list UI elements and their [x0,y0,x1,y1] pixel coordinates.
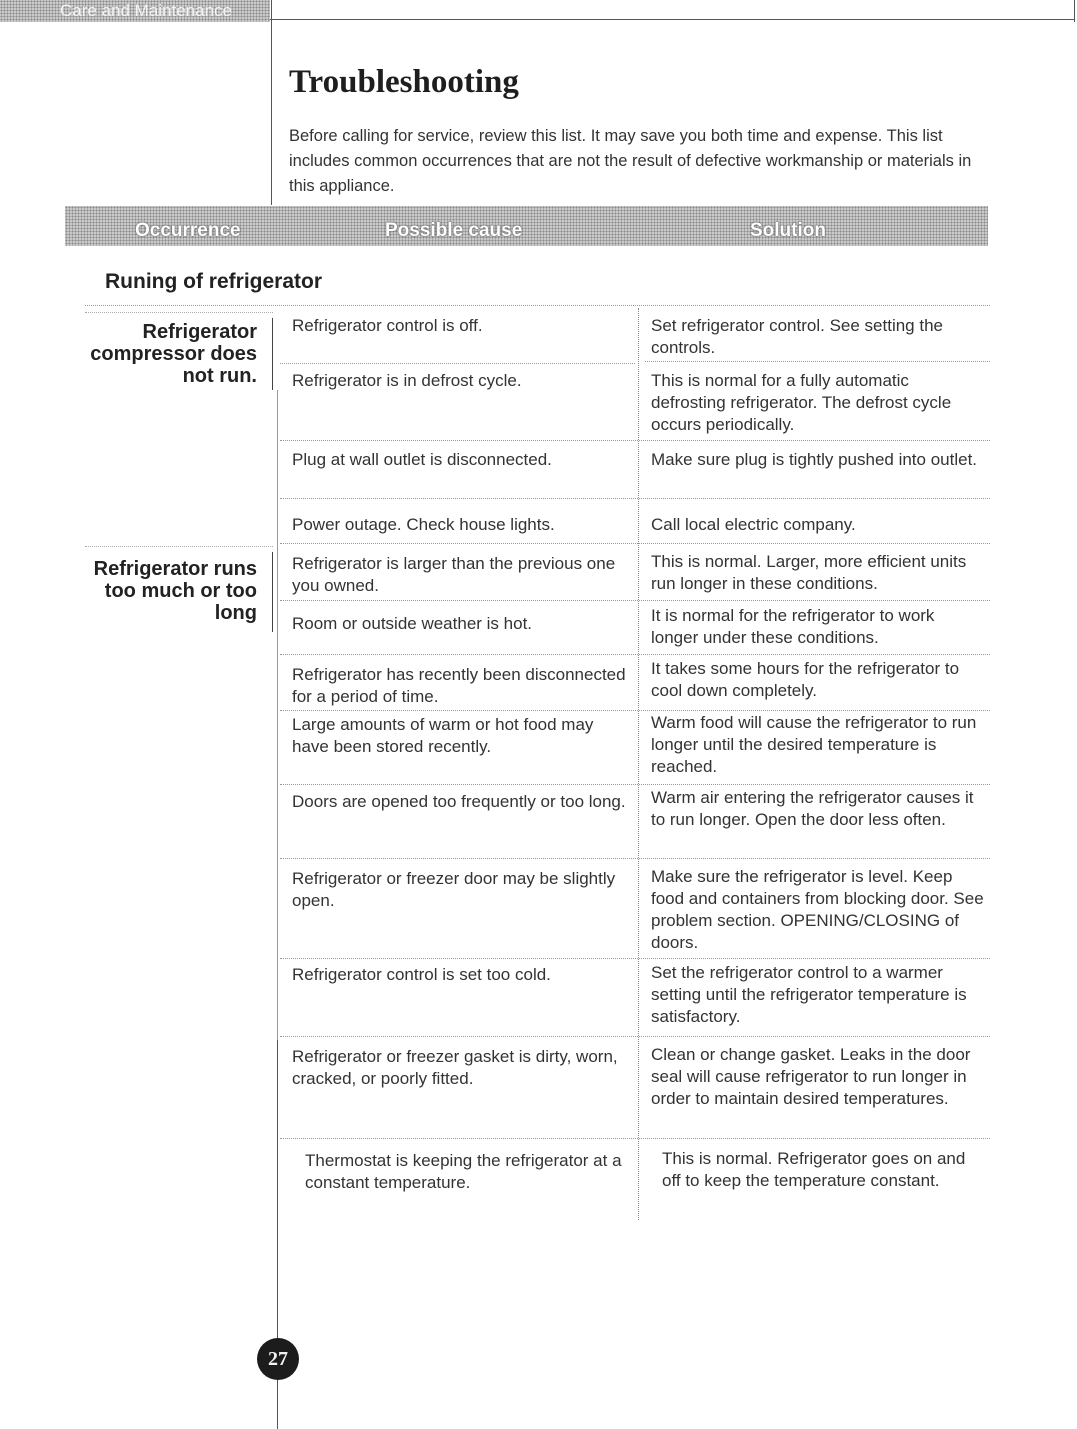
intro-paragraph: Before calling for service, review this list. It may save you both time and expense. This list includes common occurrences that are not the result of defective workmanship or materials in this appliance. [289,127,972,195]
cause-column-rule [277,390,278,1040]
table-header-band [65,206,988,246]
cause-cell: Thermostat is keeping the refrigerator at a constant temperature. [305,1151,622,1192]
group-bar [272,552,273,632]
row-separator [280,1138,990,1139]
solution-cell: Warm food will cause the refrigerator to run longer until the desired temperature is reached. [651,713,977,776]
solution-cell: Make sure the refrigerator is level. Keep food and containers from blocking door. See problem section. OPENING/CLOSING of doors. [651,867,984,952]
solution-cell: Warm air entering the refrigerator causes it to run longer. Open the door less often. [651,788,974,829]
row-separator [645,361,990,362]
solution-cell: This is normal. Refrigerator goes on and off to keep the temperature constant. [662,1149,966,1190]
cause-cell: Power outage. Check house lights. [292,515,555,534]
cause-cell: Refrigerator or freezer door may be slightly open. [292,869,616,910]
left-rule [271,0,272,205]
occurrence-runs-too-long: Refrigerator runs too much or too long [93,558,257,624]
row-separator [280,1036,990,1037]
cause-cell: Room or outside weather is hot. [292,614,533,633]
row-separator [280,363,635,364]
section-heading: Runing of refrigerator [105,270,323,293]
cause-cell: Refrigerator has recently been disconnected for a period of time. [292,665,626,706]
row-separator [280,600,990,601]
cause-cell: Doors are opened too frequently or too long. [292,792,626,811]
solution-cell: This is normal. Larger, more efficient units run longer in these conditions. [651,552,967,593]
cause-cell: Refrigerator control is off. [292,316,483,335]
header-solution: Solution [750,220,826,241]
solution-cell: This is normal for a fully automatic defrosting refrigerator. The defrost cycle occurs periodically. [651,371,952,434]
page-title: Troubleshooting [289,64,519,100]
group-divider [85,546,273,547]
cause-cell: Refrigerator or freezer gasket is dirty, worn, cracked, or poorly fitted. [292,1047,618,1088]
header-occurrence: Occurrence [135,220,241,241]
top-rule [270,19,1075,20]
group-bar [272,318,273,390]
row-separator [280,498,990,499]
solution-cell: Set the refrigerator control to a warmer setting until the refrigerator temperature is satisfactory. [651,963,967,1026]
row-separator [280,710,990,711]
solution-cell: Make sure plug is tightly pushed into outlet. [651,450,978,469]
solution-cell: Clean or change gasket. Leaks in the door seal will cause refrigerator to run longer in order to maintain desired temperatures. [651,1045,971,1108]
occurrence-compressor: Refrigerator compressor does not run. [90,321,257,387]
cause-cell: Large amounts of warm or hot food may have been stored recently. [292,715,594,756]
row-separator [280,784,990,785]
top-rule-end [1074,0,1075,22]
cause-cell: Refrigerator is in defrost cycle. [292,371,522,390]
row-separator [280,858,990,859]
cause-cell: Refrigerator control is set too cold. [292,965,551,984]
table-top-rule [85,305,990,306]
cause-cell: Plug at wall outlet is disconnected. [292,450,552,469]
solution-cell: Call local electric company. [651,515,856,534]
row-separator [280,543,990,544]
solution-cell: It takes some hours for the refrigerator to cool down completely. [651,659,960,700]
row-separator [280,654,990,655]
cause-cell: Refrigerator is larger than the previous one you owned. [292,554,616,595]
row-separator [280,440,990,441]
row-separator [280,958,990,959]
section-tab: Care and Maintenance [0,0,270,22]
solution-cell: Set refrigerator control. See setting the controls. [651,316,943,357]
group-divider [85,312,273,313]
column-divider [638,308,640,1220]
solution-cell: It is normal for the refrigerator to work longer under these conditions. [651,606,935,647]
page-number: 27 [257,1338,299,1380]
header-possible-cause: Possible cause [385,220,523,241]
